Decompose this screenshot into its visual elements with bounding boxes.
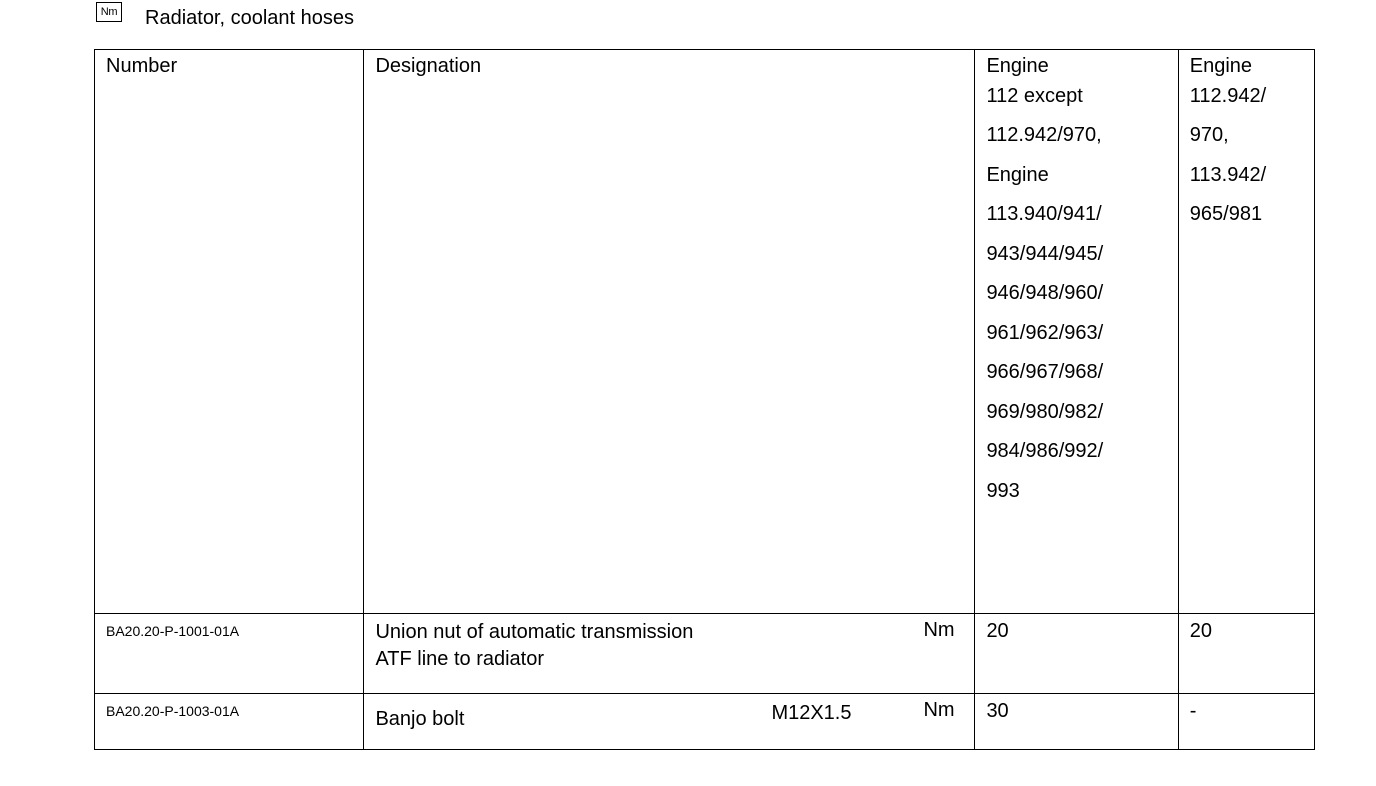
torque-spec-table — [94, 49, 1315, 750]
engine1-line: 993 — [986, 479, 1020, 502]
header-designation: Designation — [375, 55, 482, 77]
engine1-line: Engine — [986, 163, 1049, 186]
row-designation-cell — [364, 614, 975, 694]
designation-line: Union nut of automatic transmission — [375, 621, 694, 643]
header-engine1-cell — [975, 50, 1178, 614]
table-header-row — [95, 50, 1315, 614]
engine2-line: 970, — [1189, 124, 1229, 146]
designation-text — [375, 699, 974, 733]
part-number: BA20.20-P-1001-01A — [106, 623, 240, 639]
row-engine2-cell — [1178, 694, 1314, 750]
section-title: Radiator, coolant hoses — [145, 7, 355, 29]
engine1-line: 112.942/970, — [986, 124, 1102, 146]
header-engine2-list — [1190, 77, 1314, 236]
engine1-value: 30 — [986, 700, 1009, 722]
part-number: BA20.20-P-1003-01A — [106, 703, 240, 719]
row-engine1-cell — [975, 614, 1178, 694]
engine2-line: 965/981 — [1189, 203, 1263, 225]
header-engine1-list — [986, 77, 1177, 512]
row-designation-cell — [364, 694, 975, 750]
designation-line: ATF line to radiator — [375, 648, 545, 670]
engine2-line: 112.942/ — [1189, 85, 1267, 107]
designation-text — [375, 619, 974, 673]
header-engine2-cell — [1178, 50, 1314, 614]
row-number-cell — [95, 614, 364, 694]
engine1-line: 943/944/945/ — [986, 242, 1104, 265]
engine1-line: 113.940/941/ — [986, 203, 1102, 225]
torque-nm-icon: Nm — [96, 2, 122, 22]
torque-unit: Nm — [923, 619, 955, 641]
engine2-line: 113.942/ — [1189, 163, 1267, 186]
header-engine1-title: Engine — [986, 55, 1049, 77]
engine1-line: 112 except — [986, 85, 1083, 107]
engine1-line: 966/967/968/ — [986, 361, 1104, 383]
table-row — [95, 694, 1315, 750]
header-engine2-title: Engine — [1189, 55, 1253, 77]
thread-size: M12X1.5 — [771, 702, 852, 724]
header-number: Number — [106, 55, 178, 77]
row-engine2-cell — [1178, 614, 1314, 694]
engine1-line: 961/962/963/ — [986, 321, 1104, 344]
engine2-value: - — [1189, 700, 1197, 722]
engine1-line: 969/980/982/ — [986, 400, 1104, 423]
header-number-cell — [95, 50, 364, 614]
engine2-value: 20 — [1189, 620, 1213, 642]
engine1-value: 20 — [986, 620, 1009, 642]
torque-unit: Nm — [923, 699, 955, 721]
row-number-cell — [95, 694, 364, 750]
header-designation-cell — [364, 50, 975, 614]
designation-line: Banjo bolt — [375, 708, 465, 730]
table-row — [95, 614, 1315, 694]
row-engine1-cell — [975, 694, 1178, 750]
engine1-line: 946/948/960/ — [986, 282, 1104, 304]
engine1-line: 984/986/992/ — [986, 440, 1104, 462]
